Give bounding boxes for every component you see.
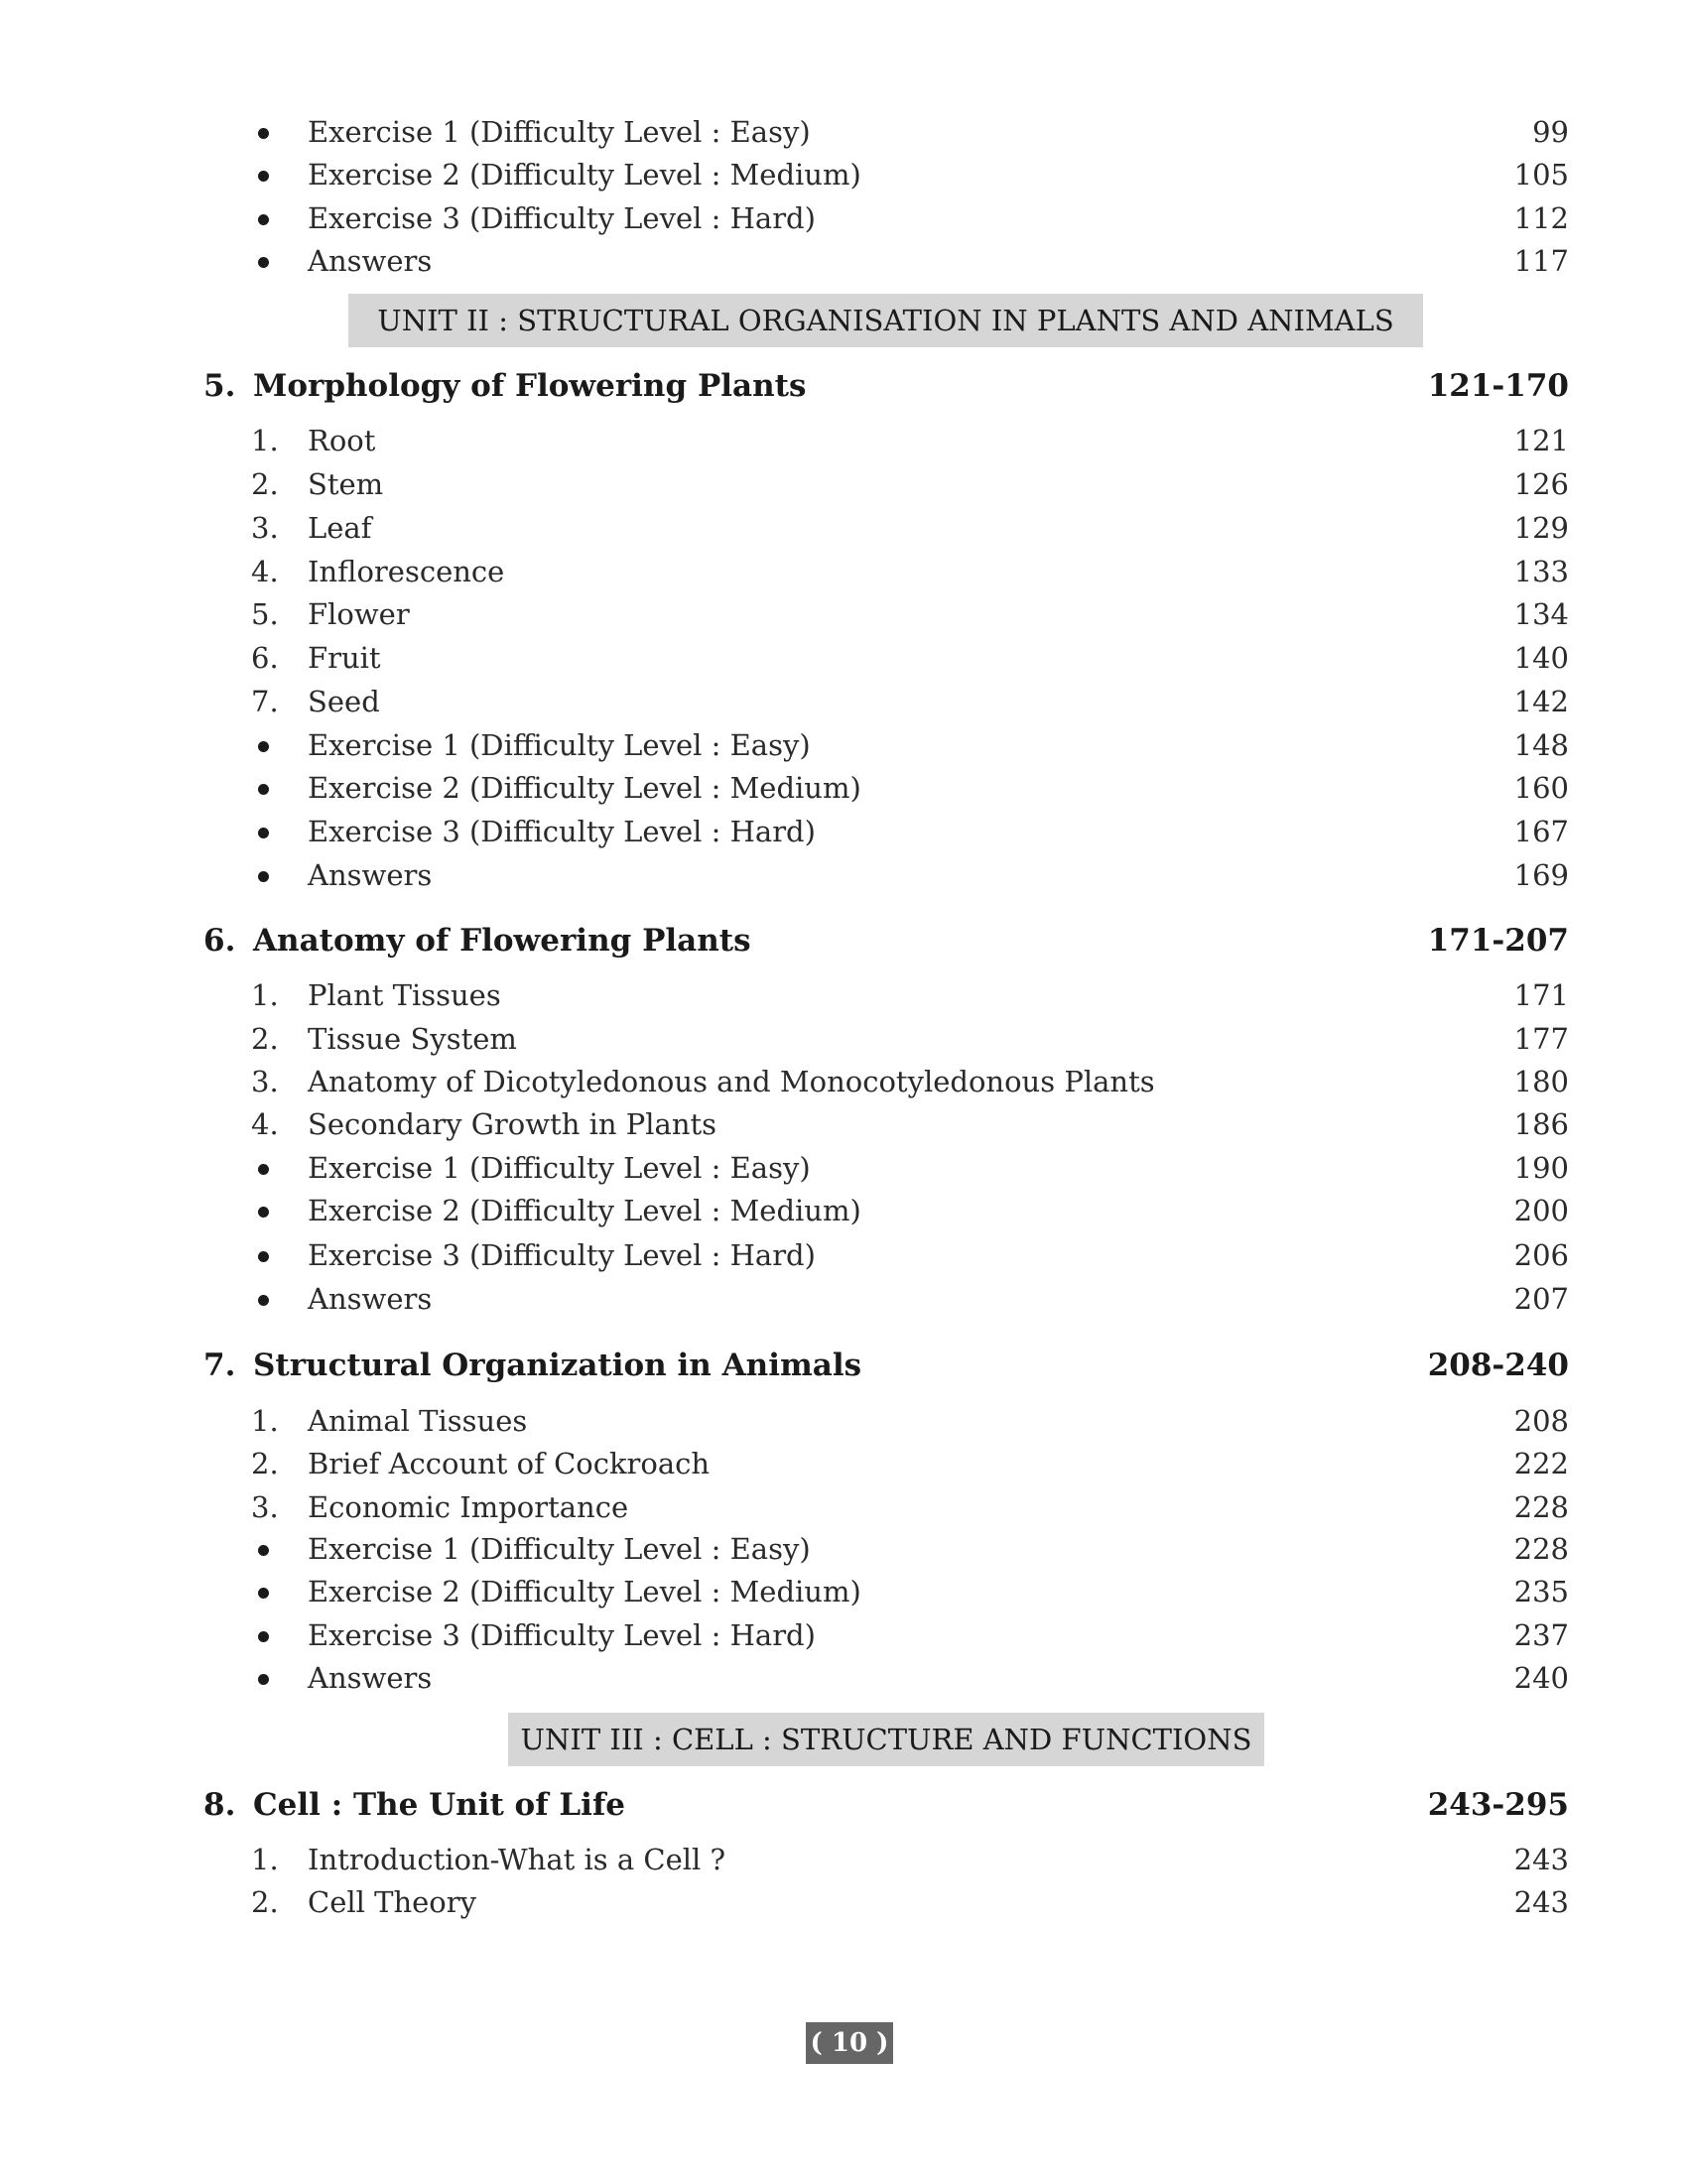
- entry-page: 206: [1513, 1238, 1569, 1272]
- toc-entry: [203, 421, 1569, 460]
- entry-label: Root: [308, 424, 376, 457]
- chapter-number: 5.: [203, 368, 236, 404]
- entry-label: Answers: [308, 1661, 433, 1695]
- entry-page: 167: [1513, 815, 1569, 848]
- unit-banner: UNIT II : STRUCTURAL ORGANISATION IN PLANTS AND ANIMALS: [348, 294, 1423, 347]
- entry-label: Exercise 3 (Difficulty Level : Hard): [308, 815, 816, 848]
- chapter-heading: [203, 919, 1569, 963]
- entry-label: Fruit: [308, 641, 381, 675]
- bullet-icon: [258, 1631, 269, 1642]
- entry-page: 235: [1513, 1575, 1569, 1608]
- toc-entry: [203, 241, 1569, 281]
- entry-page: 169: [1513, 858, 1569, 892]
- toc-entry: [203, 1882, 1569, 1922]
- toc-entry: [203, 1104, 1569, 1144]
- entry-label: Exercise 1 (Difficulty Level : Easy): [308, 1151, 811, 1185]
- entry-label: Exercise 3 (Difficulty Level : Hard): [308, 1238, 816, 1272]
- entry-number: 1.: [251, 978, 279, 1012]
- entry-label: Answers: [308, 858, 433, 892]
- toc-entry: [203, 594, 1569, 634]
- bullet-icon: [258, 214, 269, 225]
- bullet-icon: [258, 741, 269, 752]
- entry-page: 140: [1513, 641, 1569, 675]
- entry-page: 207: [1513, 1282, 1569, 1316]
- bullet-icon: [258, 1207, 269, 1218]
- entry-page: 222: [1513, 1447, 1569, 1480]
- entry-label: Answers: [308, 1282, 433, 1316]
- bullet-icon: [258, 171, 269, 182]
- entry-label: Exercise 1 (Difficulty Level : Easy): [308, 728, 811, 762]
- toc-entry: [203, 1487, 1569, 1527]
- entry-page: 112: [1513, 201, 1569, 235]
- entry-label: Exercise 2 (Difficulty Level : Medium): [308, 158, 861, 192]
- entry-label: Leaf: [308, 511, 372, 545]
- chapter-number: 6.: [203, 923, 236, 959]
- bullet-icon: [258, 1588, 269, 1599]
- bullet-icon: [258, 1674, 269, 1685]
- toc-entry: [203, 855, 1569, 895]
- entry-page: 208: [1513, 1404, 1569, 1438]
- entry-page: 177: [1513, 1022, 1569, 1056]
- bullet-icon: [258, 871, 269, 882]
- toc-entry: [203, 1148, 1569, 1188]
- entry-number: 1.: [251, 1404, 279, 1438]
- toc-entry: [203, 682, 1569, 721]
- entry-page: 121: [1513, 424, 1569, 457]
- toc-entry: [203, 1615, 1569, 1655]
- entry-page: 180: [1513, 1065, 1569, 1098]
- entry-number: 4.: [251, 555, 279, 588]
- entry-number: 2.: [251, 1022, 279, 1056]
- toc-entry: [203, 1529, 1569, 1569]
- toc-entry: [203, 1062, 1569, 1101]
- entry-page: 117: [1513, 244, 1569, 278]
- bullet-icon: [258, 784, 269, 795]
- chapter-page-range: 243-295: [1427, 1787, 1569, 1823]
- entry-number: 3.: [251, 511, 279, 545]
- entry-label: Cell Theory: [308, 1885, 477, 1919]
- chapter-number: 7.: [203, 1348, 236, 1383]
- entry-label: Exercise 2 (Difficulty Level : Medium): [308, 1575, 861, 1608]
- bullet-icon: [258, 1164, 269, 1175]
- toc-entry: [203, 1444, 1569, 1483]
- entry-label: Economic Importance: [308, 1490, 629, 1524]
- toc-entry: [203, 1572, 1569, 1611]
- bullet-icon: [258, 128, 269, 139]
- chapter-title: Morphology of Flowering Plants: [253, 368, 807, 404]
- chapter-heading: [203, 364, 1569, 408]
- bullet-icon: [258, 1295, 269, 1306]
- entry-number: 4.: [251, 1107, 279, 1141]
- entry-label: Tissue System: [308, 1022, 517, 1056]
- entry-number: 2.: [251, 467, 279, 501]
- entry-number: 1.: [251, 1843, 279, 1876]
- bullet-icon: [258, 1251, 269, 1262]
- entry-number: 1.: [251, 424, 279, 457]
- entry-label: Exercise 1 (Difficulty Level : Easy): [308, 1532, 811, 1566]
- entry-page: 228: [1513, 1490, 1569, 1524]
- entry-label: Exercise 2 (Difficulty Level : Medium): [308, 1194, 861, 1227]
- bullet-icon: [258, 828, 269, 838]
- entry-page: 148: [1513, 728, 1569, 762]
- toc-entry: [203, 1840, 1569, 1879]
- entry-number: 3.: [251, 1065, 279, 1098]
- toc-entry: [203, 198, 1569, 238]
- entry-number: 2.: [251, 1885, 279, 1919]
- toc-entry: [203, 1019, 1569, 1059]
- chapter-title: Structural Organization in Animals: [253, 1348, 862, 1383]
- unit-banner: UNIT III : CELL : STRUCTURE AND FUNCTIONS: [508, 1713, 1264, 1766]
- toc-entry: [203, 1279, 1569, 1319]
- toc-entry: [203, 1191, 1569, 1230]
- entry-page: 240: [1513, 1661, 1569, 1695]
- entry-label: Flower: [308, 597, 410, 631]
- chapter-heading: [203, 1783, 1569, 1827]
- entry-label: Secondary Growth in Plants: [308, 1107, 717, 1141]
- toc-entry: [203, 508, 1569, 548]
- chapter-heading: [203, 1344, 1569, 1387]
- entry-page: 126: [1513, 467, 1569, 501]
- entry-label: Plant Tissues: [308, 978, 501, 1012]
- entry-label: Anatomy of Dicotyledonous and Monocotyledonous Plants: [308, 1065, 1155, 1098]
- chapter-title: Cell : The Unit of Life: [253, 1787, 625, 1823]
- entry-label: Stem: [308, 467, 384, 501]
- toc-entry: [203, 464, 1569, 504]
- entry-label: Inflorescence: [308, 555, 505, 588]
- page-number-badge: ( 10 ): [806, 2022, 893, 2064]
- toc-entry: [203, 975, 1569, 1015]
- entry-page: 171: [1513, 978, 1569, 1012]
- toc-entry: [203, 812, 1569, 851]
- entry-label: Exercise 2 (Difficulty Level : Medium): [308, 771, 861, 805]
- entry-page: 200: [1513, 1194, 1569, 1227]
- entry-page: 142: [1513, 685, 1569, 718]
- chapter-title: Anatomy of Flowering Plants: [253, 923, 751, 959]
- entry-page: 99: [1532, 115, 1569, 149]
- chapter-number: 8.: [203, 1787, 236, 1823]
- toc-entry: [203, 725, 1569, 765]
- bullet-icon: [258, 257, 269, 268]
- bullet-icon: [258, 1545, 269, 1556]
- toc-entry: [203, 1401, 1569, 1441]
- chapter-page-range: 208-240: [1427, 1348, 1569, 1383]
- entry-page: 160: [1513, 771, 1569, 805]
- entry-page: 105: [1513, 158, 1569, 192]
- toc-entry: [203, 552, 1569, 591]
- entry-label: Seed: [308, 685, 380, 718]
- entry-label: Introduction-What is a Cell ?: [308, 1843, 726, 1876]
- toc-entry: [203, 112, 1569, 152]
- toc-entry: [203, 155, 1569, 194]
- entry-label: Brief Account of Cockroach: [308, 1447, 711, 1480]
- entry-page: 129: [1513, 511, 1569, 545]
- entry-page: 134: [1513, 597, 1569, 631]
- toc-entry: [203, 1658, 1569, 1698]
- entry-page: 237: [1513, 1618, 1569, 1652]
- entry-page: 228: [1513, 1532, 1569, 1566]
- entry-page: 243: [1513, 1843, 1569, 1876]
- entry-number: 2.: [251, 1447, 279, 1480]
- entry-page: 190: [1513, 1151, 1569, 1185]
- entry-number: 6.: [251, 641, 279, 675]
- entry-label: Exercise 3 (Difficulty Level : Hard): [308, 1618, 816, 1652]
- toc-entry: [203, 638, 1569, 678]
- entry-page: 243: [1513, 1885, 1569, 1919]
- entry-label: Exercise 1 (Difficulty Level : Easy): [308, 115, 811, 149]
- toc-entry: [203, 1235, 1569, 1275]
- toc-entry: [203, 768, 1569, 808]
- entry-label: Exercise 3 (Difficulty Level : Hard): [308, 201, 816, 235]
- entry-label: Animal Tissues: [308, 1404, 528, 1438]
- entry-number: 3.: [251, 1490, 279, 1524]
- chapter-page-range: 171-207: [1427, 923, 1569, 959]
- entry-number: 5.: [251, 597, 279, 631]
- entry-page: 133: [1513, 555, 1569, 588]
- entry-number: 7.: [251, 685, 279, 718]
- entry-label: Answers: [308, 244, 433, 278]
- chapter-page-range: 121-170: [1427, 368, 1569, 404]
- entry-page: 186: [1513, 1107, 1569, 1141]
